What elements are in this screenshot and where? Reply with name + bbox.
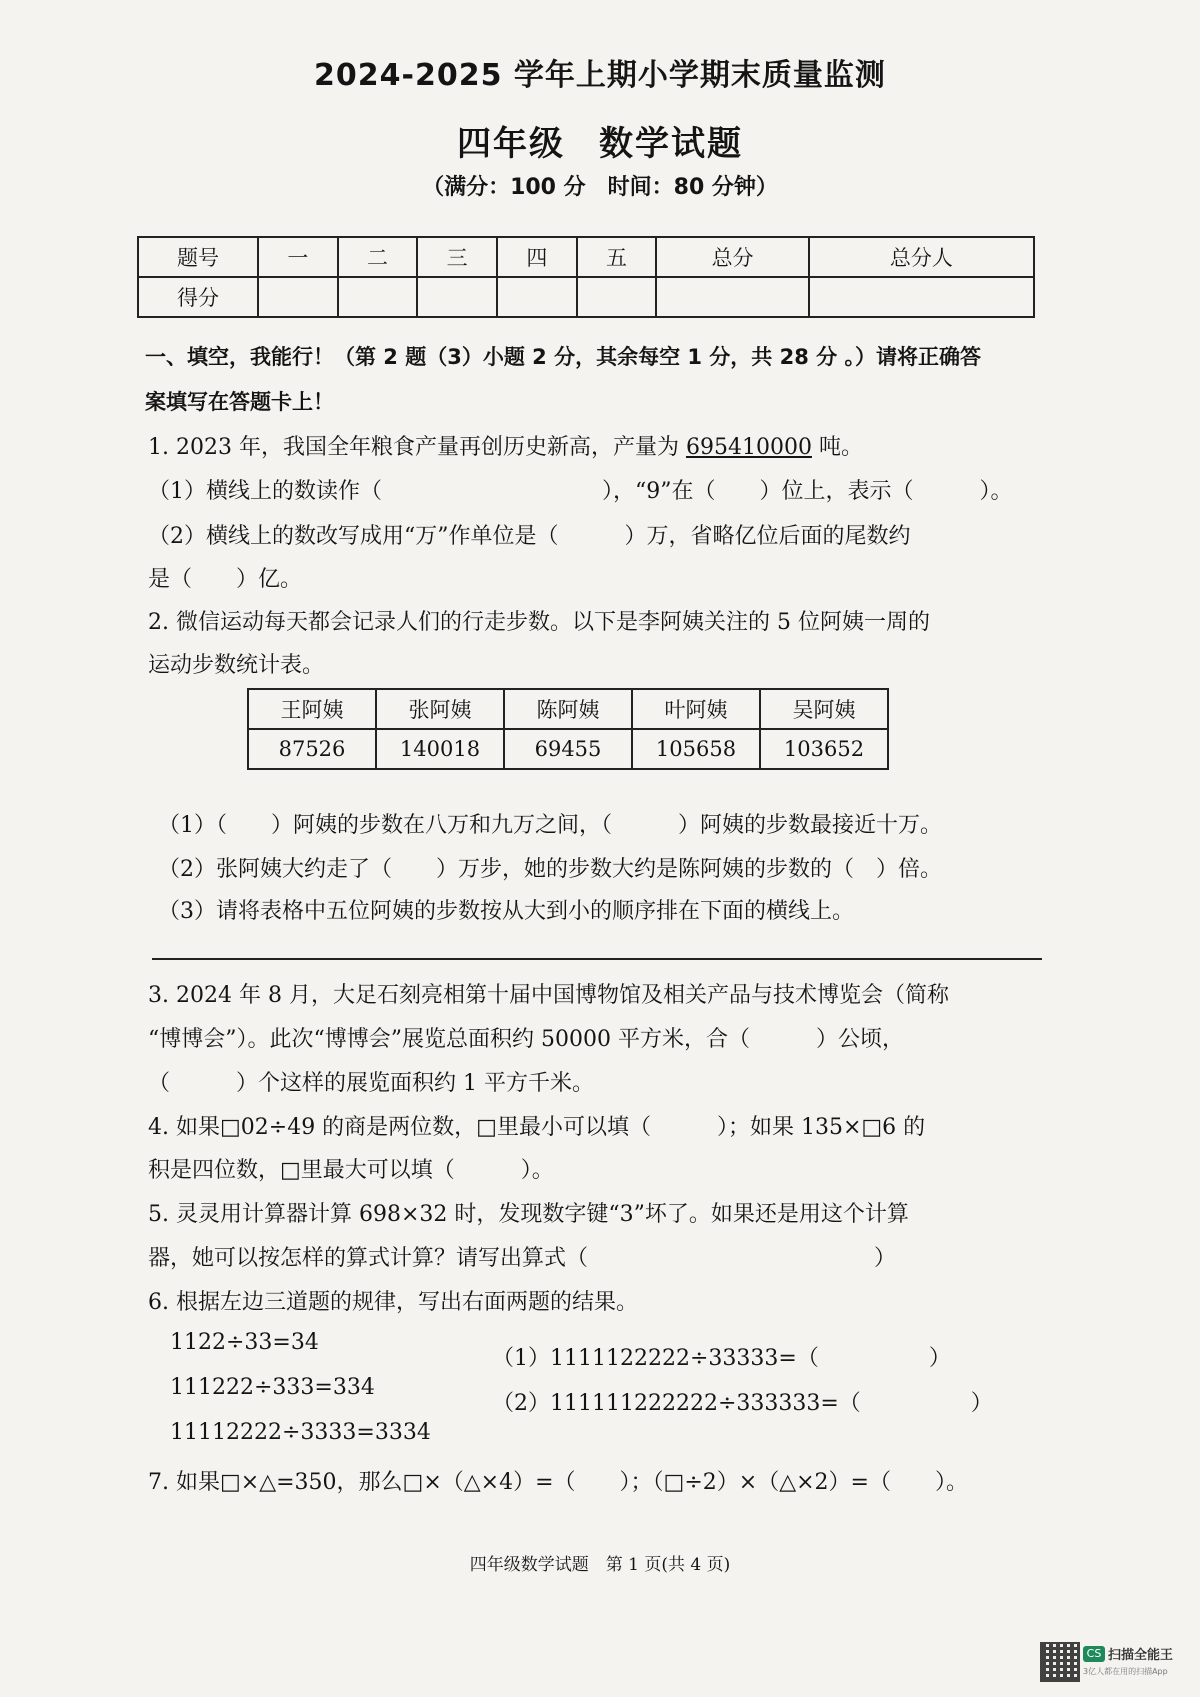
- camscanner-logo-icon: CS: [1083, 1646, 1105, 1662]
- steps-value-cell: 140018: [376, 729, 504, 769]
- answer-line: [152, 958, 1042, 960]
- steps-name-cell: 王阿姨: [248, 689, 376, 729]
- question-5-line-1: 5. 灵灵用计算器计算 698×32 时，发现数字键“3”坏了。如果还是用这个计算: [148, 1202, 909, 1227]
- question-2-part-1: （1）（ ）阿姨的步数在八万和九万之间，（ ）阿姨的步数最接近十万。: [158, 813, 942, 838]
- question-1-stem: 1. 2023 年，我国全年粮食产量再创历史新高，产量为 695410000 吨。: [148, 435, 863, 460]
- steps-value-cell: 103652: [760, 729, 888, 769]
- steps-table-values: [248, 729, 888, 769]
- underlined-number: 695410000: [685, 435, 812, 460]
- steps-value-cell: 87526: [248, 729, 376, 769]
- steps-name-cell: 陈阿姨: [504, 689, 632, 729]
- steps-table: [247, 688, 889, 770]
- score-cell: [577, 277, 657, 317]
- score-cell: 题号: [138, 237, 258, 277]
- score-table-score-row: [138, 277, 1034, 317]
- steps-name-cell: 张阿姨: [376, 689, 504, 729]
- exam-title: 2024-2025 学年上期小学期末质量监测: [314, 58, 886, 93]
- score-cell: [338, 277, 418, 317]
- question-2-stem-cont: 运动步数统计表。: [148, 653, 325, 678]
- exam-info: （满分：100 分 时间：80 分钟）: [422, 175, 778, 200]
- steps-name-cell: 吴阿姨: [760, 689, 888, 729]
- section-heading: 一、填空，我能行！（第 2 题（3）小题 2 分，其余每空 1 分，共 28 分 。）请将正确答: [145, 345, 981, 369]
- score-cell: [809, 277, 1034, 317]
- steps-value-cell: 105658: [632, 729, 760, 769]
- question-4-line-2: 积是四位数，□里最大可以填（ ）。: [148, 1158, 554, 1183]
- pattern-question: （2）111111222222÷333333=（ ）: [492, 1391, 993, 1416]
- section-heading-cont: 案填写在答题卡上！: [145, 390, 334, 414]
- question-2-stem: 2. 微信运动每天都会记录人们的行走步数。以下是李阿姨关注的 5 位阿姨一周的: [148, 610, 930, 635]
- score-cell: 四: [497, 237, 577, 277]
- score-cell: 五: [577, 237, 657, 277]
- question-3-line-2: “博博会”）。此次“博博会”展览总面积约 50000 平方米，合（ ）公顷，: [148, 1027, 904, 1052]
- question-6-stem: 6. 根据左边三道题的规律，写出右面两题的结果。: [148, 1290, 638, 1315]
- question-1-part-2-cont: 是（ ）亿。: [148, 567, 303, 592]
- score-cell: 一: [258, 237, 338, 277]
- steps-value-cell: 69455: [504, 729, 632, 769]
- pattern-question: （1）1111122222÷33333=（ ）: [492, 1346, 951, 1371]
- question-2-part-2: （2）张阿姨大约走了（ ）万步，她的步数大约是陈阿姨的步数的（ ）倍。: [158, 857, 942, 882]
- pattern-equation: 111222÷333=334: [170, 1375, 375, 1400]
- score-cell: 三: [417, 237, 497, 277]
- scanner-app-name: 扫描全能王: [1108, 1648, 1174, 1663]
- score-cell: 总分: [656, 237, 808, 277]
- score-cell: 得分: [138, 277, 258, 317]
- score-cell: [497, 277, 577, 317]
- page-footer: 四年级数学试题 第 1 页(共 4 页): [469, 1555, 731, 1575]
- subject-label: 数学试题: [599, 124, 743, 164]
- question-1-part-2: （2）横线上的数改写成用“万”作单位是（ ）万，省略亿位后面的尾数约: [148, 524, 911, 549]
- question-4-line-1: 4. 如果□02÷49 的商是两位数，□里最小可以填（ ）；如果 135×□6 的: [148, 1115, 926, 1140]
- grade-label: 四年级: [457, 124, 565, 164]
- score-cell: [417, 277, 497, 317]
- score-cell: 二: [338, 237, 418, 277]
- pattern-equation: 1122÷33=34: [170, 1330, 319, 1355]
- steps-name-cell: 叶阿姨: [632, 689, 760, 729]
- question-5-line-2: 器，她可以按怎样的算式计算？请写出算式（ ）: [148, 1246, 897, 1271]
- score-table-header-row: [138, 237, 1034, 277]
- pattern-equation: 11112222÷3333=3334: [170, 1420, 431, 1445]
- question-1-part-1: （1）横线上的数读作（ ），“9”在（ ）位上，表示（ ）。: [148, 479, 1013, 504]
- exam-subtitle: [0, 116, 1200, 165]
- score-cell: 总分人: [809, 237, 1034, 277]
- question-7: 7. 如果□×△=350，那么□×（△×4）=（ ）；（□÷2）×（△×2）=（ ）。: [148, 1470, 968, 1495]
- scanner-app-tagline: 3亿人都在用的扫描App: [1083, 1667, 1168, 1676]
- score-cell: [258, 277, 338, 317]
- question-2-part-3: （3）请将表格中五位阿姨的步数按从大到小的顺序排在下面的横线上。: [158, 899, 854, 924]
- question-3-line-1: 3. 2024 年 8 月，大足石刻亮相第十届中国博物馆及相关产品与技术博览会（简称: [148, 983, 949, 1008]
- score-cell: [656, 277, 808, 317]
- steps-table-names: [248, 689, 888, 729]
- question-3-line-3: （ ）个这样的展览面积约 1 平方千米。: [148, 1071, 594, 1096]
- qr-code-icon: [1040, 1642, 1080, 1682]
- score-table: [137, 236, 1035, 318]
